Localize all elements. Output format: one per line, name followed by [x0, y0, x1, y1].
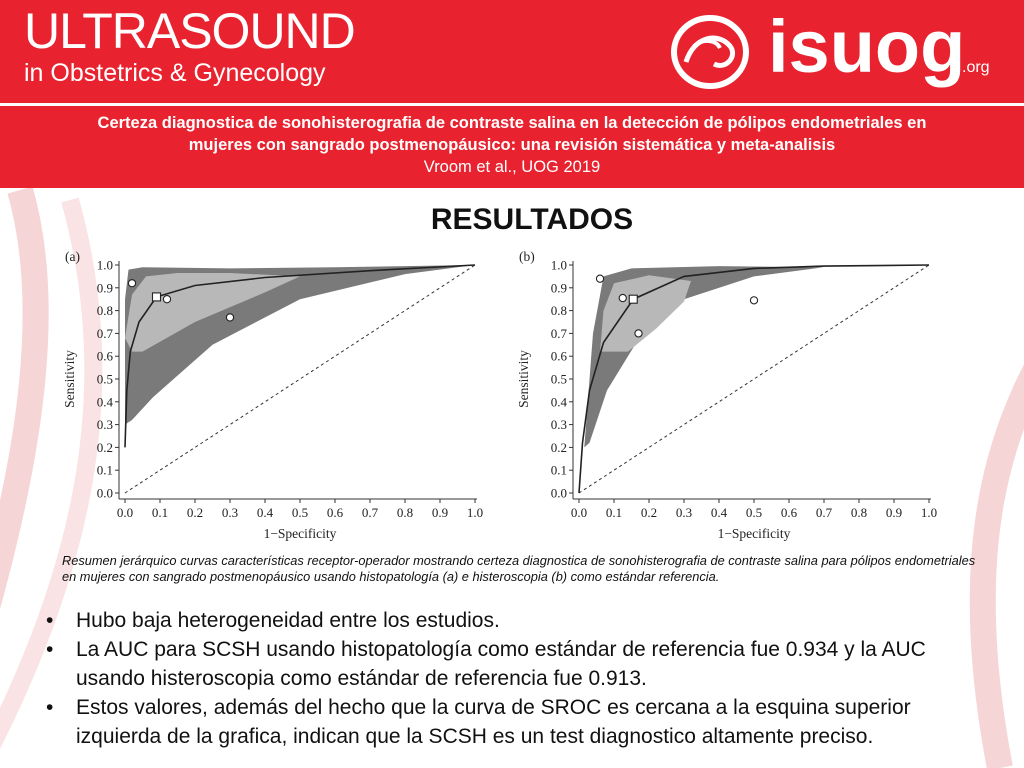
x-tick-label: 0.0 — [116, 505, 134, 520]
sroc-chart-a-svg — [60, 245, 500, 550]
study-point — [635, 330, 642, 337]
study-point — [128, 280, 135, 287]
y-tick-label: 0.2 — [550, 439, 567, 455]
x-tick-label: 0.4 — [710, 505, 728, 520]
x-tick-label: 0.9 — [431, 505, 449, 520]
x-tick-label: 0.1 — [605, 505, 623, 520]
section-heading: RESULTADOS — [430, 203, 634, 236]
journal-title: ULTRASOUND — [24, 3, 355, 59]
summary-point — [153, 293, 161, 301]
results-bullet-list — [46, 606, 996, 751]
logo-suffix: .org — [962, 59, 990, 76]
journal-header — [0, 0, 1024, 103]
sroc-chart-a — [60, 245, 500, 550]
summary-point — [629, 295, 637, 303]
x-tick-label: 0.8 — [396, 505, 414, 520]
bullet-text: Estos valores, además del hecho que la curva de SROC es cercana a la esquina superior izquierda de la grafica, indican que la SCSH es un test diagnostico altamente preciso. — [76, 696, 911, 748]
study-point — [750, 297, 757, 304]
y-tick-label: 0.7 — [96, 325, 113, 341]
bullet-item-auc — [46, 635, 996, 693]
x-axis-label: 1−Specificity — [263, 526, 337, 541]
y-axis-label: Sensitivity — [62, 350, 77, 408]
x-tick-label: 0.7 — [361, 505, 379, 520]
x-tick-label: 0.0 — [570, 505, 588, 520]
y-tick-label: 0.0 — [96, 485, 113, 501]
panel-label: (a) — [65, 249, 80, 264]
x-tick-label: 0.1 — [151, 505, 169, 520]
article-title-line-1: Certeza diagnostica de sonohisterografia de contraste salina en la detección de pólipos endometriales en — [97, 114, 927, 132]
y-tick-label: 0.1 — [550, 462, 567, 478]
x-tick-label: 0.6 — [326, 505, 344, 520]
y-tick-label: 0.4 — [96, 394, 113, 410]
y-tick-label: 0.1 — [96, 462, 113, 478]
y-tick-label: 0.4 — [550, 394, 567, 410]
bullet-item-heterogeneity — [46, 606, 996, 635]
bullet-marker: • — [46, 638, 54, 661]
confidence-region — [600, 275, 691, 351]
y-tick-label: 0.3 — [96, 417, 113, 433]
logo-wordmark: isuog — [768, 5, 966, 88]
y-tick-label: 0.5 — [550, 371, 567, 387]
bullet-marker: • — [46, 609, 54, 632]
article-title-band — [0, 106, 1024, 188]
y-tick-label: 1.0 — [96, 257, 113, 273]
y-tick-label: 0.0 — [550, 485, 567, 501]
x-tick-label: 0.6 — [780, 505, 798, 520]
y-axis-label: Sensitivity — [516, 350, 531, 408]
y-tick-label: 0.6 — [96, 348, 113, 364]
y-tick-label: 0.9 — [550, 280, 567, 296]
x-tick-label: 0.4 — [256, 505, 274, 520]
y-tick-label: 0.6 — [550, 348, 567, 364]
y-tick-label: 0.8 — [550, 303, 567, 319]
figure-caption: Resumen jerárquico curvas características receptor-operador mostrando certeza diagnostica de sonohisterografia de contraste salina para pólipos endometriales en mujeres con sangrado postmenopáusico usando histopatología (a) e histeroscopia (b) como estándar referencia. — [62, 553, 976, 584]
x-tick-label: 0.3 — [221, 505, 239, 520]
y-tick-label: 0.2 — [96, 439, 113, 455]
sroc-chart-b-svg — [514, 245, 954, 550]
panel-label: (b) — [519, 249, 535, 264]
x-tick-label: 0.8 — [850, 505, 868, 520]
bullet-marker: • — [46, 696, 54, 719]
y-tick-label: 0.9 — [96, 280, 113, 296]
y-tick-label: 0.3 — [550, 417, 567, 433]
bullet-text: Hubo baja heterogeneidad entre los estudios. — [76, 609, 500, 632]
study-point — [596, 275, 603, 282]
x-tick-label: 0.2 — [640, 505, 658, 520]
x-tick-label: 1.0 — [920, 505, 938, 520]
x-tick-label: 0.5 — [745, 505, 763, 520]
x-tick-label: 0.2 — [186, 505, 204, 520]
x-tick-label: 1.0 — [466, 505, 484, 520]
y-tick-label: 1.0 — [550, 257, 567, 273]
y-tick-label: 0.7 — [550, 325, 567, 341]
x-axis-label: 1−Specificity — [717, 526, 791, 541]
y-tick-label: 0.5 — [96, 371, 113, 387]
x-tick-label: 0.7 — [815, 505, 833, 520]
article-citation: Vroom et al., UOG 2019 — [423, 158, 601, 176]
bullet-text: La AUC para SCSH usando histopatología como estándar de referencia fue 0.934 y la AUC usando histeroscopia como estándar de referencia fue 0.913. — [76, 638, 926, 690]
y-tick-label: 0.8 — [96, 303, 113, 319]
study-point — [226, 314, 233, 321]
sroc-chart-b — [514, 245, 954, 550]
x-tick-label: 0.5 — [291, 505, 309, 520]
study-point — [619, 294, 626, 301]
bullet-item-conclusion — [46, 693, 996, 751]
x-tick-label: 0.3 — [675, 505, 693, 520]
journal-subtitle: in Obstetrics & Gynecology — [24, 59, 326, 87]
study-point — [163, 296, 170, 303]
x-tick-label: 0.9 — [885, 505, 903, 520]
article-title-line-2: mujeres con sangrado postmenopáusico: una revisión sistemática y meta-analisis — [188, 136, 836, 154]
